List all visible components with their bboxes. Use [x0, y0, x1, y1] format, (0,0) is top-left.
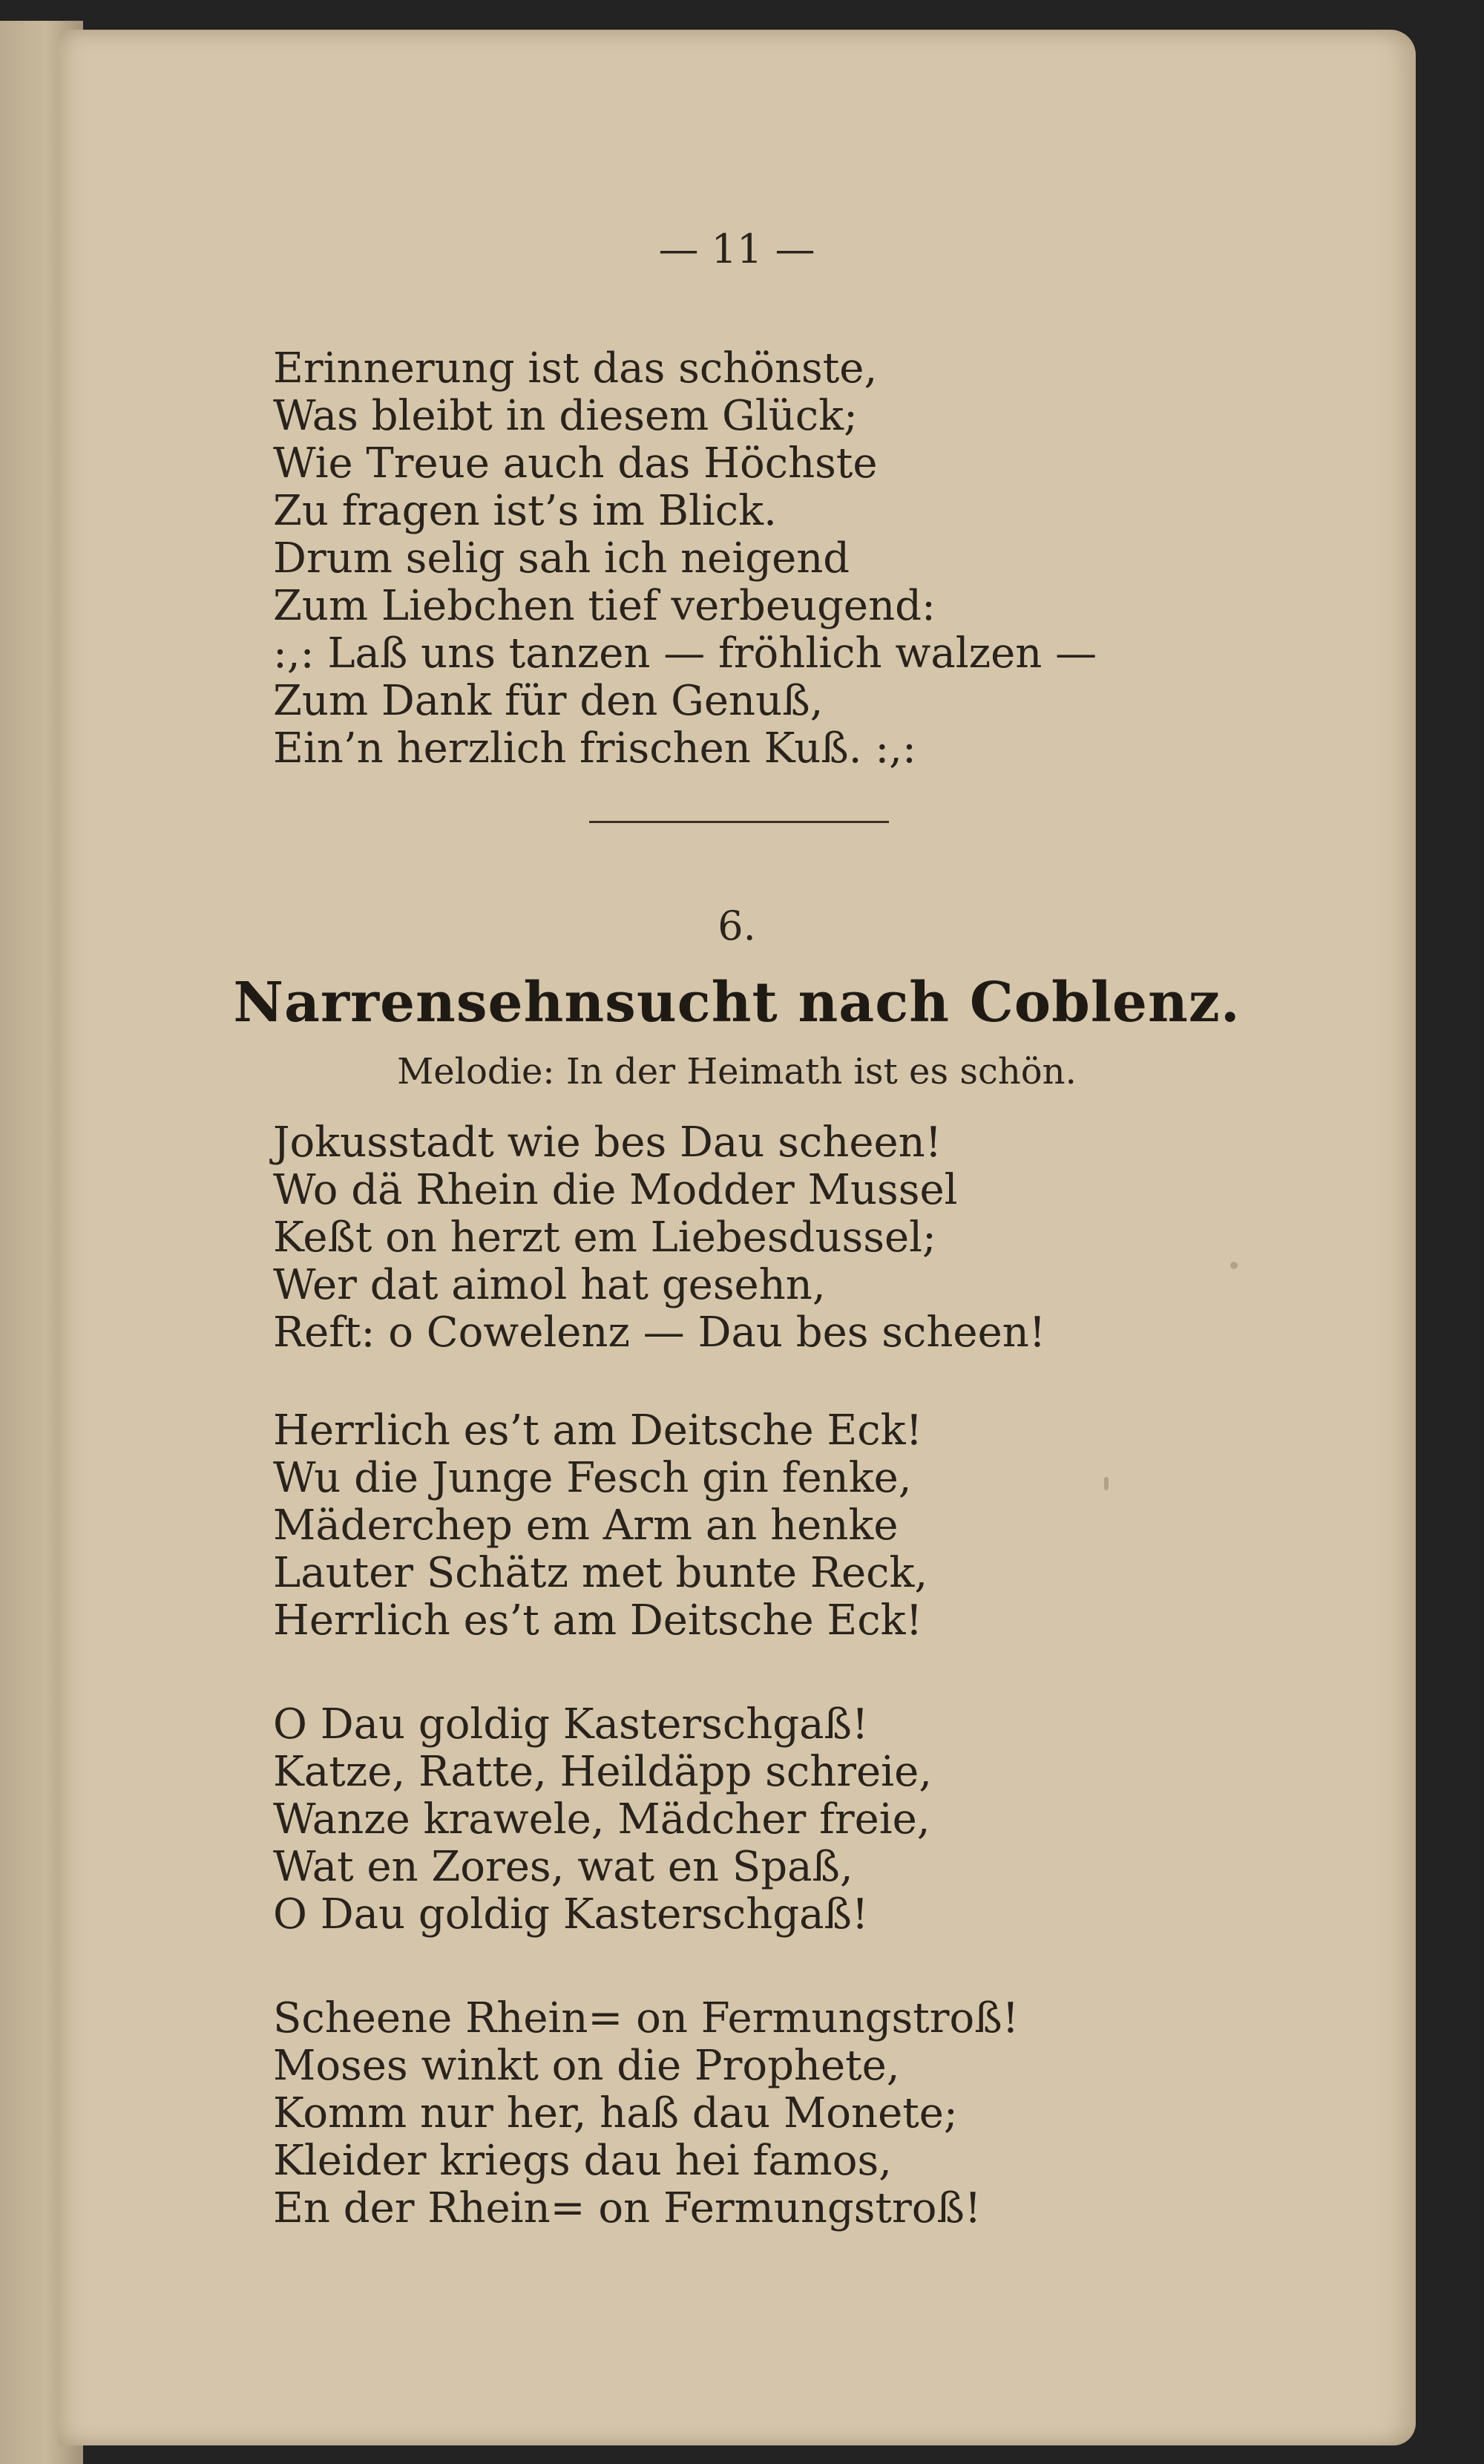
verse-line: Kleider kriegs dau hei famos, [273, 2137, 892, 2185]
verse-line: Zum Dank für den Genuß, [273, 677, 824, 725]
song-number: 6. [718, 902, 756, 949]
verse-line: Reft: o Cowelenz — Dau bes scheen! [273, 1308, 1046, 1357]
verse-line: Zum Liebchen tief verbeugend: [273, 582, 936, 630]
verse-line: Lauter Schätz met bunte Reck, [273, 1549, 928, 1597]
verse-line: Herrlich es’t am Deitsche Eck! [273, 1596, 923, 1645]
verse-line: O Dau goldig Kasterschgaß! [273, 1890, 869, 1939]
verse-line: Wo dä Rhein die Modder Mussel [273, 1166, 958, 1214]
verse-line: Zu fragen ist’s im Blick. [273, 487, 777, 535]
verse-line: Ein’n herzlich frischen Kuß. :,: [273, 724, 916, 773]
verse-line: Scheene Rhein= on Fermungstroß! [273, 1994, 1020, 2042]
verse-line: Drum selig sah ich neigend [273, 534, 850, 583]
verse-line: Katze, Ratte, Heildäpp schreie, [273, 1748, 933, 1796]
song-title: Narrensehnsucht nach Coblenz. [233, 971, 1241, 1035]
stanza-intro [273, 345, 1097, 773]
verse-line: Jokusstadt wie bes Dau scheen! [273, 1118, 942, 1167]
verse-line: Wer dat aimol hat gesehn, [273, 1261, 826, 1309]
verse-line: Was bleibt in diesem Glück; [273, 392, 858, 440]
verse-line: En der Rhein= on Fermungstroß! [273, 2184, 982, 2232]
section-divider [589, 821, 889, 823]
verse-line: Wat en Zores, wat en Spaß, [273, 1843, 853, 1891]
verse-line: Erinnerung ist das schönste, [273, 344, 878, 393]
paper-fleck [1230, 1262, 1238, 1269]
stanza-4 [273, 1995, 1019, 2232]
book-page [58, 30, 1416, 2445]
page-number: — 11 — [658, 226, 815, 272]
verse-line: Mäderchер em Arm an henke [273, 1501, 899, 1550]
verse-line: Wanze krawele, Mädcher freie, [273, 1795, 930, 1844]
verse-line: Moses winkt on die Prophete, [273, 2042, 900, 2090]
stanza-2 [273, 1407, 928, 1645]
verse-line: Wie Treue auch das Höchste [273, 439, 878, 488]
verse-line: O Dau goldig Kasterschgaß! [273, 1700, 869, 1749]
paper-fleck [1104, 1477, 1109, 1490]
melody-line: Melodie: In der Heimath ist es schön. [397, 1051, 1077, 1092]
verse-line: Keßt on herzt em Liebesdussel; [273, 1213, 936, 1262]
stanza-1 [273, 1119, 1045, 1357]
verse-line: Herrlich es’t am Deitsche Eck! [273, 1406, 923, 1455]
verse-line: Komm nur her, haß dau Monete; [273, 2089, 958, 2137]
stanza-3 [273, 1701, 932, 1939]
verse-line: :,: Laß uns tanzen — fröhlich walzen — [273, 629, 1097, 678]
verse-line: Wu die Junge Fesch gin fenke, [273, 1454, 912, 1502]
